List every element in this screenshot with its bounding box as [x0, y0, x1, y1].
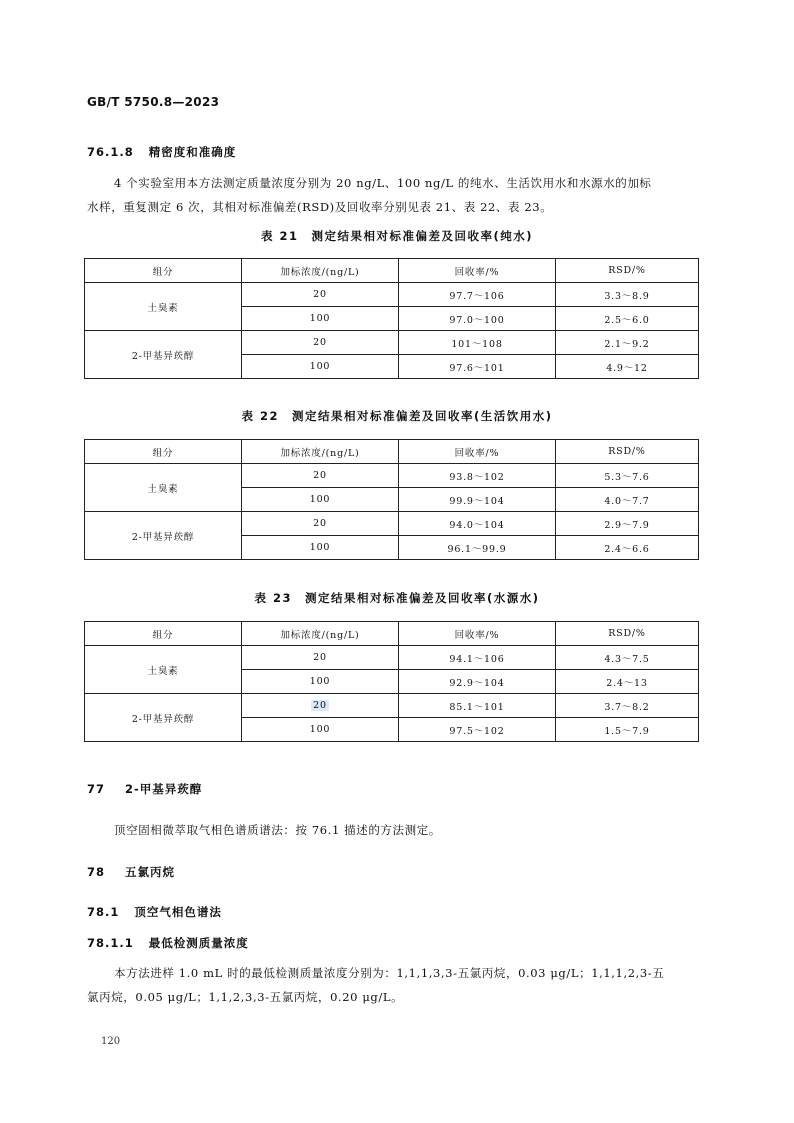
col-header: 组分 — [85, 440, 242, 464]
table-cell: 97.5～102 — [399, 718, 556, 742]
table-cell: 2.1～9.2 — [556, 331, 699, 355]
paragraph-line: 水样，重复测定 6 次，其相对标准偏差(RSD)及回收率分别见表 21、表 22、表 23。 — [87, 200, 553, 214]
table-cell: 97.7～106 — [399, 283, 556, 307]
table-row — [85, 694, 699, 718]
table-header-row — [85, 622, 699, 646]
table-cell: 4.3～7.5 — [556, 646, 699, 670]
table-row — [85, 331, 699, 355]
table-header-row — [85, 259, 699, 283]
heading-number: 78.1.1 — [87, 936, 134, 950]
table-cell: 2.4～6.6 — [556, 536, 699, 560]
table-22-caption: 表 22 测定结果相对标准偏差及回收率(生活饮用水) — [241, 409, 553, 423]
component-cell: 土臭素 — [85, 464, 242, 512]
paragraph-line: 4 个实验室用本方法测定质量浓度分别为 20 ng/L、100 ng/L 的纯水、生活饮用水和水源水的加标 — [114, 176, 652, 190]
col-header: RSD/% — [556, 440, 699, 464]
table-cell: 97.6～101 — [399, 355, 556, 379]
heading-title: 顶空气相色谱法 — [134, 905, 222, 919]
table-cell: 93.8～102 — [399, 464, 556, 488]
table-23-caption: 表 23 测定结果相对标准偏差及回收率(水源水) — [254, 591, 540, 605]
table-cell: 2.5～6.0 — [556, 307, 699, 331]
col-header: RSD/% — [556, 259, 699, 283]
selected-text: 20 — [313, 700, 327, 711]
table-cell: 20 — [242, 283, 399, 307]
table-21 — [84, 258, 699, 379]
table-cell: 100 — [242, 488, 399, 512]
col-header: RSD/% — [556, 622, 699, 646]
heading-title: 最低检测质量浓度 — [148, 936, 249, 950]
table-row — [85, 646, 699, 670]
table-cell: 20 — [242, 331, 399, 355]
col-header: 加标浓度/(ng/L) — [242, 440, 399, 464]
table-cell: 97.0～100 — [399, 307, 556, 331]
heading-title: 五氯丙烷 — [125, 865, 176, 879]
table-cell-highlighted — [242, 694, 399, 718]
col-header: 回收率/% — [399, 259, 556, 283]
table-cell: 2.9～7.9 — [556, 512, 699, 536]
section-heading-78-1 — [87, 904, 222, 920]
table-cell: 96.1～99.9 — [399, 536, 556, 560]
col-header: 回收率/% — [399, 622, 556, 646]
heading-number: 77 — [87, 782, 106, 796]
section-heading-78 — [87, 864, 175, 880]
table-cell: 20 — [242, 464, 399, 488]
table-cell: 100 — [242, 355, 399, 379]
paragraph-77: 顶空固相微萃取气相色谱质谱法：按 76.1 描述的方法测定。 — [114, 823, 441, 837]
table-cell: 3.3～8.9 — [556, 283, 699, 307]
paragraph-detection-limit — [87, 961, 707, 1009]
col-header: 加标浓度/(ng/L) — [242, 259, 399, 283]
table-cell: 20 — [242, 512, 399, 536]
section-heading-78-1-1 — [87, 935, 249, 951]
table-cell: 85.1～101 — [399, 694, 556, 718]
table-cell: 4.0～7.7 — [556, 488, 699, 512]
col-header: 组分 — [85, 622, 242, 646]
component-cell: 2-甲基异莰醇 — [85, 331, 242, 379]
section-heading-76-1-8 — [87, 144, 236, 160]
heading-number: 76.1.8 — [87, 145, 134, 159]
col-header: 组分 — [85, 259, 242, 283]
component-cell: 土臭素 — [85, 283, 242, 331]
col-header: 加标浓度/(ng/L) — [242, 622, 399, 646]
table-cell: 5.3～7.6 — [556, 464, 699, 488]
table-cell: 20 — [242, 646, 399, 670]
table-cell: 94.1～106 — [399, 646, 556, 670]
table-cell: 4.9～12 — [556, 355, 699, 379]
table-cell: 100 — [242, 536, 399, 560]
table-header-row — [85, 440, 699, 464]
paragraph-line: 氯丙烷，0.05 μg/L；1,1,2,3,3-五氯丙烷，0.20 μg/L。 — [87, 990, 404, 1004]
table-cell: 100 — [242, 307, 399, 331]
component-cell: 土臭素 — [85, 646, 242, 694]
table-cell: 101～108 — [399, 331, 556, 355]
table-22 — [84, 439, 699, 560]
heading-number: 78 — [87, 865, 106, 879]
table-cell: 94.0～104 — [399, 512, 556, 536]
table-cell: 92.9～104 — [399, 670, 556, 694]
component-cell: 2-甲基异莰醇 — [85, 512, 242, 560]
page-number: 120 — [101, 1036, 121, 1047]
heading-number: 78.1 — [87, 905, 120, 919]
paragraph-precision — [87, 171, 707, 219]
heading-title: 精密度和准确度 — [148, 145, 237, 159]
table-cell: 99.9～104 — [399, 488, 556, 512]
section-heading-77 — [87, 781, 202, 797]
table-cell: 3.7～8.2 — [556, 694, 699, 718]
table-21-caption: 表 21 测定结果相对标准偏差及回收率(纯水) — [260, 229, 534, 243]
table-cell: 100 — [242, 718, 399, 742]
component-cell: 2-甲基异莰醇 — [85, 694, 242, 742]
table-row — [85, 283, 699, 307]
col-header: 回收率/% — [399, 440, 556, 464]
paragraph-line: 本方法进样 1.0 mL 时的最低检测质量浓度分别为：1,1,1,3,3-五氯丙烷，0.03 μg/L；1,1,1,2,3-五 — [114, 966, 665, 980]
table-cell: 2.4～13 — [556, 670, 699, 694]
table-row — [85, 464, 699, 488]
standard-number: GB/T 5750.8—2023 — [87, 95, 220, 109]
table-cell: 1.5～7.9 — [556, 718, 699, 742]
heading-title: 2-甲基异莰醇 — [125, 782, 203, 796]
table-cell: 100 — [242, 670, 399, 694]
table-23 — [84, 621, 699, 742]
table-row — [85, 512, 699, 536]
